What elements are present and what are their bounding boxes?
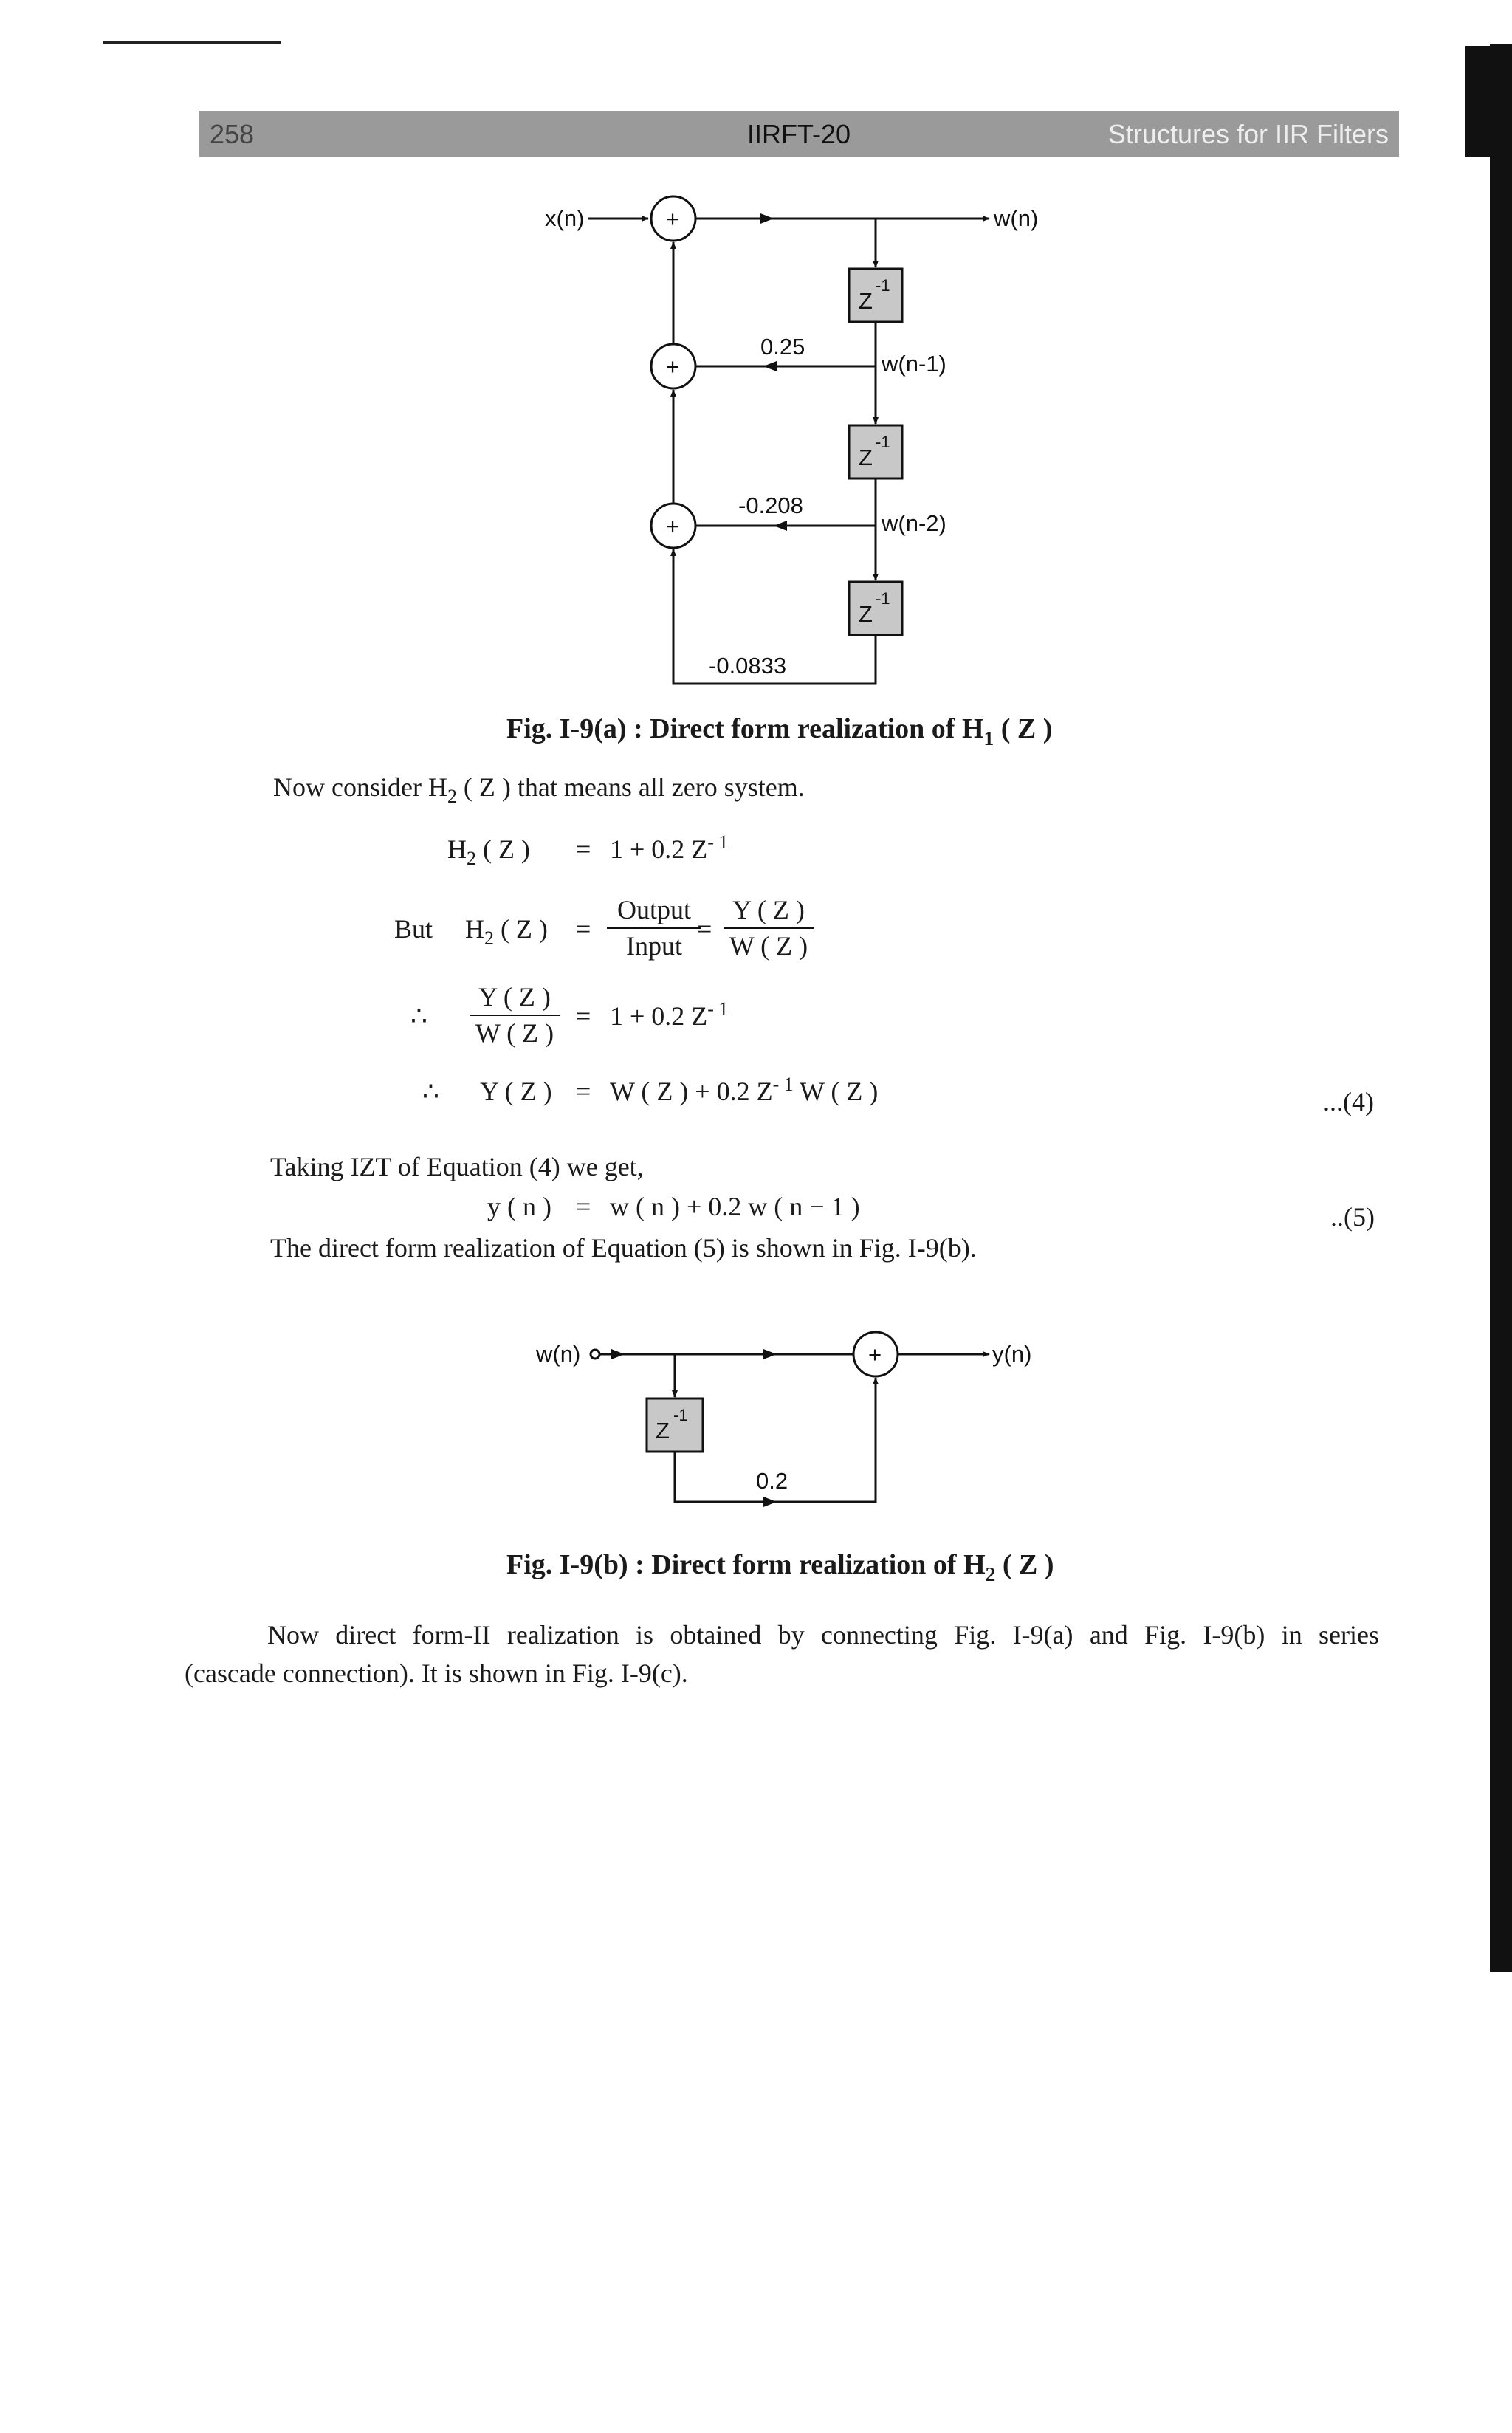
delay-block-3-label: Z xyxy=(859,601,873,627)
tap-label-1: w(n-1) xyxy=(882,351,946,377)
equation-1-eq: = xyxy=(576,834,591,864)
equation-2-lead: But xyxy=(394,914,433,944)
delay-block-1-label: Z xyxy=(859,288,873,314)
fig-b-feedforward-arrow xyxy=(763,1497,777,1507)
adder-1-symbol: + xyxy=(666,206,680,232)
fig-b-output-label: y(n) xyxy=(992,1341,1032,1367)
equation-5-lhs: y ( n ) xyxy=(487,1192,551,1221)
equation-4-rhs: W ( Z ) + 0.2 $Z^{- 1}$ W ( Z ) xyxy=(610,1074,879,1106)
equation-2-lhs: $H_2$ ( Z ) xyxy=(465,914,548,950)
tap-label-2: w(n-2) xyxy=(882,510,946,536)
figure-a-caption: Fig. I-9(a) : Direct form realization of $H_1$ ( Z ) xyxy=(506,713,1053,749)
fig-b-delay-exp: -1 xyxy=(673,1406,688,1424)
fig-b-adder-symbol: + xyxy=(868,1342,882,1368)
coef-3-label: -0.0833 xyxy=(709,653,787,679)
equation-5-number: ..(5) xyxy=(1330,1202,1375,1232)
adder-3-symbol: + xyxy=(666,513,680,539)
equation-1-rhs: 1 + 0.2 $Z^{- 1}$ xyxy=(610,831,729,864)
equation-4-lead: ∴ xyxy=(422,1077,439,1106)
fig-b-coef-label: 0.2 xyxy=(756,1468,788,1494)
fig-b-forward-arrow-1 xyxy=(611,1349,625,1359)
coef-2-label: -0.208 xyxy=(738,493,803,518)
output-label: w(n) xyxy=(994,205,1039,231)
chapter-code: IIRFT-20 xyxy=(747,119,851,149)
equation-3-lead: ∴ xyxy=(410,1001,427,1031)
equation-5-rhs: w ( n ) + 0.2 w ( n − 1 ) xyxy=(610,1192,860,1221)
page-number: 258 xyxy=(210,119,255,149)
coef-1-label: 0.25 xyxy=(760,334,805,360)
fig-b-forward-arrow-2 xyxy=(763,1349,777,1359)
paragraph-4-line-2: (cascade connection). It is shown in Fig. I-9(c). xyxy=(185,1658,688,1688)
equation-3-rhs: 1 + 0.2 $Z^{- 1}$ xyxy=(610,998,729,1031)
input-label: x(n) xyxy=(545,205,585,231)
delay-block-1-exp: -1 xyxy=(876,276,890,295)
equation-2-fraction-1: Output Input xyxy=(607,896,701,959)
paragraph-1: Now consider $H_2$ ( Z ) that means all zero system. xyxy=(273,772,805,808)
equation-1-lhs: $H_2$ ( Z ) xyxy=(447,834,530,870)
equation-4-number: ...(4) xyxy=(1323,1087,1374,1116)
paragraph-2: Taking IZT of Equation (4) we get, xyxy=(270,1152,644,1181)
fig-b-input-node xyxy=(591,1350,599,1359)
equation-2-eq: = xyxy=(576,914,591,944)
delay-block-3-exp: -1 xyxy=(876,589,890,608)
equation-4-lhs: Y ( Z ) xyxy=(480,1077,552,1106)
delay-block-2-label: Z xyxy=(859,445,873,470)
equation-4-eq: = xyxy=(576,1077,591,1106)
adder-2-symbol: + xyxy=(666,354,680,380)
figure-b-caption: Fig. I-9(b) : Direct form realization of $H_2$ ( Z ) xyxy=(506,1549,1054,1585)
equation-3-eq: = xyxy=(576,1001,591,1031)
paragraph-4-line-1: Now direct form-II realization is obtained by connecting Fig. I-9(a) and Fig. I-9(b) in series xyxy=(267,1620,1379,1650)
equation-3-fraction: Y ( Z ) W ( Z ) xyxy=(470,984,560,1046)
fig-b-input-label: w(n) xyxy=(536,1341,581,1367)
equation-2-eq-2: = xyxy=(697,914,712,944)
chapter-title: Structures for IIR Filters xyxy=(1107,119,1389,149)
fig-b-delay-label: Z xyxy=(656,1418,670,1444)
equation-5-eq: = xyxy=(576,1192,591,1221)
equation-2-fraction-2: Y ( Z ) W ( Z ) xyxy=(724,896,814,959)
paragraph-3: The direct form realization of Equation (5) is shown in Fig. I-9(b). xyxy=(270,1233,977,1263)
delay-block-2-exp: -1 xyxy=(876,433,890,451)
